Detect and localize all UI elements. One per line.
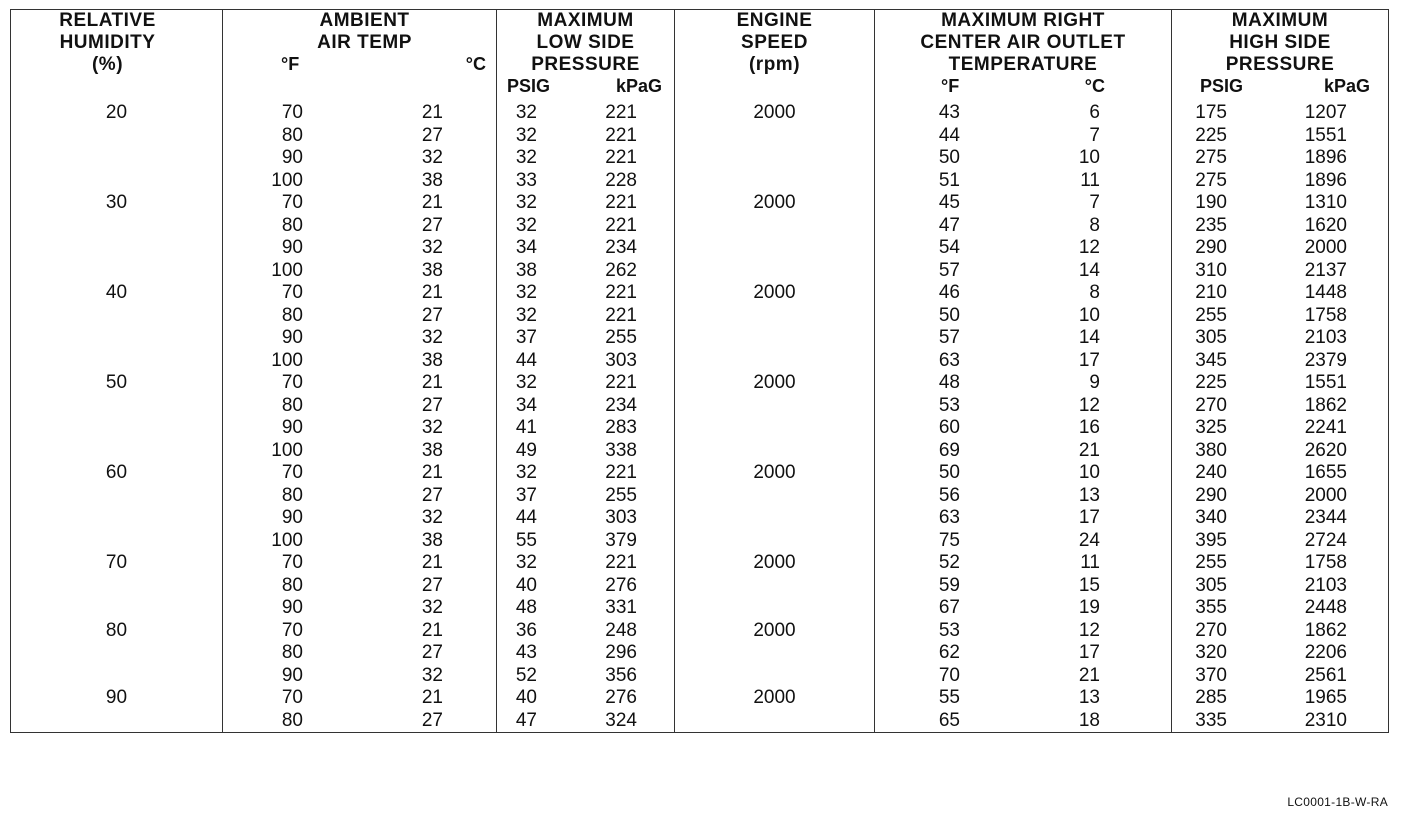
high-side-value: 1551	[1304, 372, 1347, 393]
high-side-cell	[1172, 282, 1389, 372]
low-side-value: 44	[515, 507, 537, 528]
humidity-group-row	[11, 192, 1389, 282]
outlet-value: 53	[938, 619, 960, 641]
outlet-value: 21	[1078, 439, 1100, 461]
low-side-value: 248	[605, 619, 637, 641]
ambient-value: 27	[421, 394, 443, 416]
outlet-value: 69	[938, 439, 960, 461]
ambient-value: 27	[421, 124, 443, 146]
outlet-value: 13	[1078, 484, 1100, 506]
ambient-value: 90	[281, 147, 303, 168]
outlet-value: 14	[1078, 259, 1100, 281]
low-side-cell	[497, 192, 675, 282]
high-side-value: 270	[1195, 394, 1227, 416]
high-side-value: 2103	[1304, 327, 1347, 348]
ambient-value: 21	[421, 687, 443, 708]
ambient-value: 21	[421, 192, 443, 213]
ambient-value: 21	[421, 372, 443, 393]
low-side-value: 52	[515, 664, 537, 686]
engine-speed-cell: 2000	[675, 372, 875, 462]
ambient-value: 90	[281, 237, 303, 258]
ambient-value: 100	[271, 259, 303, 281]
high-side-cell	[1172, 552, 1389, 620]
outlet-value: 53	[938, 394, 960, 416]
ambient-value: 70	[281, 687, 303, 708]
high-side-value: 345	[1195, 349, 1227, 371]
low-side-value: 338	[605, 439, 637, 461]
outlet-cell	[875, 372, 1172, 462]
outlet-value: 56	[938, 484, 960, 506]
ambient-value: 90	[281, 327, 303, 348]
performance-spec-table	[10, 9, 1389, 733]
ambient-value: 80	[281, 484, 303, 506]
high-side-value: 190	[1195, 192, 1227, 213]
outlet-value: 43	[938, 102, 960, 123]
ambient-value: 38	[421, 169, 443, 191]
ambient-value: 32	[421, 664, 443, 686]
ambient-value: 38	[421, 349, 443, 371]
high-side-value: 1758	[1304, 552, 1347, 573]
low-side-value: 43	[515, 642, 537, 663]
outlet-value: 17	[1078, 642, 1100, 663]
outlet-cell	[875, 102, 1172, 192]
humidity-cell: 20	[105, 102, 128, 123]
outlet-value: 75	[938, 529, 960, 551]
low-side-value: 32	[515, 372, 537, 393]
high-side-value: 2561	[1304, 664, 1347, 686]
low-side-value: 41	[515, 417, 537, 438]
ambient-value: 90	[281, 417, 303, 438]
ambient-value: 27	[421, 484, 443, 506]
low-side-value: 32	[515, 147, 537, 168]
low-side-value: 38	[515, 259, 537, 281]
humidity-group-row	[11, 102, 1389, 192]
low-side-value: 34	[515, 237, 537, 258]
low-side-cell	[497, 687, 675, 733]
high-side-value: 2379	[1304, 349, 1347, 371]
engine-speed-cell: 2000	[675, 192, 875, 282]
ambient-value: 70	[281, 372, 303, 393]
low-side-value: 255	[605, 327, 637, 348]
humidity-group-row	[11, 687, 1389, 733]
high-side-cell	[1172, 192, 1389, 282]
engine-speed-cell: 2000	[675, 462, 875, 552]
outlet-value: 65	[938, 709, 960, 731]
ambient-value: 70	[281, 552, 303, 573]
high-side-value: 1620	[1304, 214, 1347, 236]
low-side-value: 234	[605, 237, 637, 258]
low-side-cell	[497, 372, 675, 462]
high-side-value: 175	[1195, 102, 1227, 123]
low-side-value: 32	[515, 192, 537, 213]
high-side-value: 1965	[1304, 687, 1347, 708]
high-side-value: 1207	[1304, 102, 1347, 123]
ambient-value: 90	[281, 664, 303, 686]
humidity-cell: 60	[105, 462, 128, 483]
outlet-value: 46	[938, 282, 960, 303]
outlet-value: 51	[938, 169, 960, 191]
ambient-value: 100	[271, 349, 303, 371]
ambient-value: 32	[421, 237, 443, 258]
high-side-value: 380	[1195, 439, 1227, 461]
ambient-value: 21	[421, 552, 443, 573]
ambient-value: 27	[421, 642, 443, 663]
outlet-value: 17	[1078, 507, 1100, 528]
ambient-value: 80	[281, 214, 303, 236]
outlet-value: 50	[938, 462, 960, 483]
low-side-value: 276	[605, 687, 637, 708]
ambient-value: 38	[421, 529, 443, 551]
ambient-cell	[223, 462, 497, 552]
low-side-value: 234	[605, 394, 637, 416]
high-side-value: 255	[1195, 552, 1227, 573]
high-side-value: 270	[1195, 619, 1227, 641]
ambient-cell	[223, 687, 497, 733]
low-side-cell	[497, 620, 675, 688]
ambient-value: 21	[421, 619, 443, 641]
ambient-value: 38	[421, 259, 443, 281]
ambient-value: 90	[281, 507, 303, 528]
outlet-value: 8	[1089, 214, 1100, 236]
low-side-value: 221	[605, 147, 637, 168]
low-side-value: 228	[605, 169, 637, 191]
high-side-cell	[1172, 462, 1389, 552]
low-side-value: 221	[605, 552, 637, 573]
outlet-value: 52	[938, 552, 960, 573]
high-side-cell	[1172, 372, 1389, 462]
humidity-group-row	[11, 372, 1389, 462]
outlet-value: 12	[1078, 394, 1100, 416]
ambient-value: 100	[271, 529, 303, 551]
high-side-value: 210	[1195, 282, 1227, 303]
low-side-value: 221	[605, 192, 637, 213]
outlet-value: 54	[938, 237, 960, 258]
high-side-value: 370	[1195, 664, 1227, 686]
outlet-value: 10	[1078, 147, 1100, 168]
humidity-cell: 30	[105, 192, 128, 213]
low-side-value: 276	[605, 574, 637, 596]
low-side-value: 221	[605, 124, 637, 146]
low-side-value: 221	[605, 102, 637, 123]
high-side-value: 355	[1195, 597, 1227, 618]
humidity-cell: 40	[105, 282, 128, 303]
low-side-value: 47	[515, 709, 537, 731]
high-side-value: 1896	[1304, 147, 1347, 168]
ambient-value: 32	[421, 417, 443, 438]
high-side-value: 2448	[1304, 597, 1347, 618]
outlet-cell	[875, 687, 1172, 733]
ambient-cell	[223, 102, 497, 192]
outlet-value: 45	[938, 192, 960, 213]
high-side-value: 255	[1195, 304, 1227, 326]
ambient-value: 27	[421, 214, 443, 236]
ambient-value: 80	[281, 124, 303, 146]
header-outlet: MAXIMUM RIGHT CENTER AIR OUTLET TEMPERATURE °F °C	[875, 10, 1172, 103]
low-side-value: 55	[515, 529, 537, 551]
outlet-value: 12	[1078, 619, 1100, 641]
high-side-value: 2344	[1304, 507, 1347, 528]
high-side-value: 2310	[1304, 709, 1347, 731]
outlet-value: 60	[938, 417, 960, 438]
outlet-value: 17	[1078, 349, 1100, 371]
outlet-value: 47	[938, 214, 960, 236]
low-side-value: 283	[605, 417, 637, 438]
header-ambient: AMBIENT AIR TEMP °F °C	[223, 10, 497, 103]
ambient-value: 32	[421, 597, 443, 618]
outlet-value: 55	[938, 687, 960, 708]
ambient-cell	[223, 282, 497, 372]
high-side-cell	[1172, 687, 1389, 733]
high-side-value: 1448	[1304, 282, 1347, 303]
high-side-value: 275	[1195, 147, 1227, 168]
high-side-value: 1310	[1304, 192, 1347, 213]
high-side-value: 2241	[1304, 417, 1347, 438]
outlet-value: 9	[1089, 372, 1100, 393]
high-side-value: 1862	[1304, 619, 1347, 641]
low-side-value: 32	[515, 462, 537, 483]
low-side-cell	[497, 552, 675, 620]
high-side-value: 2137	[1304, 259, 1347, 281]
outlet-value: 10	[1078, 462, 1100, 483]
engine-speed-cell: 2000	[675, 102, 875, 192]
outlet-value: 8	[1089, 282, 1100, 303]
high-side-value: 340	[1195, 507, 1227, 528]
outlet-value: 59	[938, 574, 960, 596]
high-side-cell	[1172, 102, 1389, 192]
outlet-value: 57	[938, 327, 960, 348]
low-side-value: 33	[515, 169, 537, 191]
ambient-value: 32	[421, 327, 443, 348]
low-side-value: 36	[515, 619, 537, 641]
humidity-cell: 90	[105, 687, 128, 708]
high-side-value: 225	[1195, 372, 1227, 393]
outlet-value: 62	[938, 642, 960, 663]
humidity-group-row	[11, 282, 1389, 372]
low-side-value: 32	[515, 214, 537, 236]
low-side-value: 221	[605, 214, 637, 236]
high-side-value: 290	[1195, 484, 1227, 506]
low-side-value: 49	[515, 439, 537, 461]
outlet-cell	[875, 282, 1172, 372]
low-side-value: 303	[605, 349, 637, 371]
outlet-value: 11	[1080, 552, 1100, 573]
humidity-cell: 70	[105, 552, 128, 573]
high-side-value: 1655	[1304, 462, 1347, 483]
low-side-value: 40	[515, 574, 537, 596]
outlet-value: 14	[1078, 327, 1100, 348]
outlet-value: 7	[1089, 192, 1100, 213]
low-side-cell	[497, 462, 675, 552]
ambient-value: 38	[421, 439, 443, 461]
ambient-value: 21	[421, 282, 443, 303]
outlet-value: 67	[938, 597, 960, 618]
humidity-cell: 50	[105, 372, 128, 393]
low-side-value: 221	[605, 462, 637, 483]
engine-speed-cell: 2000	[675, 282, 875, 372]
outlet-value: 15	[1078, 574, 1100, 596]
ambient-value: 80	[281, 574, 303, 596]
outlet-value: 11	[1080, 169, 1100, 191]
outlet-value: 24	[1078, 529, 1100, 551]
high-side-value: 2620	[1304, 439, 1347, 461]
ambient-value: 27	[421, 574, 443, 596]
outlet-value: 50	[938, 147, 960, 168]
low-side-value: 40	[515, 687, 537, 708]
low-side-value: 32	[515, 124, 537, 146]
ambient-value: 90	[281, 597, 303, 618]
low-side-value: 48	[515, 597, 537, 618]
outlet-value: 19	[1078, 597, 1100, 618]
outlet-value: 12	[1078, 237, 1100, 258]
header-row	[11, 10, 1389, 103]
ambient-cell	[223, 552, 497, 620]
ambient-value: 32	[421, 147, 443, 168]
high-side-value: 225	[1195, 124, 1227, 146]
ambient-value: 80	[281, 304, 303, 326]
high-side-value: 395	[1195, 529, 1227, 551]
low-side-value: 37	[515, 484, 537, 506]
outlet-value: 50	[938, 304, 960, 326]
low-side-value: 221	[605, 282, 637, 303]
outlet-value: 57	[938, 259, 960, 281]
header-high-side: MAXIMUM HIGH SIDE PRESSURE PSIG kPaG	[1172, 10, 1389, 103]
ambient-value: 70	[281, 282, 303, 303]
high-side-value: 320	[1195, 642, 1227, 663]
outlet-value: 21	[1078, 664, 1100, 686]
outlet-value: 7	[1089, 124, 1100, 146]
ambient-value: 80	[281, 394, 303, 416]
high-side-value: 1862	[1304, 394, 1347, 416]
header-low-side: MAXIMUM LOW SIDE PRESSURE PSIG kPaG	[497, 10, 675, 103]
ambient-value: 70	[281, 462, 303, 483]
high-side-value: 2724	[1304, 529, 1347, 551]
low-side-value: 44	[515, 349, 537, 371]
ambient-value: 70	[281, 619, 303, 641]
high-side-value: 325	[1195, 417, 1227, 438]
high-side-value: 2206	[1304, 642, 1347, 663]
outlet-value: 48	[938, 372, 960, 393]
high-side-value: 305	[1195, 574, 1227, 596]
outlet-cell	[875, 620, 1172, 688]
outlet-cell	[875, 462, 1172, 552]
low-side-value: 37	[515, 327, 537, 348]
low-side-value: 32	[515, 552, 537, 573]
low-side-value: 324	[605, 709, 637, 731]
outlet-value: 63	[938, 507, 960, 528]
ambient-value: 100	[271, 439, 303, 461]
ambient-value: 70	[281, 102, 303, 123]
high-side-value: 1896	[1304, 169, 1347, 191]
engine-speed-cell: 2000	[675, 552, 875, 620]
low-side-value: 303	[605, 507, 637, 528]
header-engine: ENGINE SPEED (rpm)	[675, 10, 875, 103]
humidity-group-row	[11, 552, 1389, 620]
engine-speed-cell: 2000	[675, 620, 875, 688]
outlet-cell	[875, 552, 1172, 620]
high-side-value: 275	[1195, 169, 1227, 191]
low-side-value: 296	[605, 642, 637, 663]
high-side-value: 2000	[1304, 484, 1347, 506]
low-side-cell	[497, 282, 675, 372]
ambient-value: 21	[421, 102, 443, 123]
low-side-value: 255	[605, 484, 637, 506]
low-side-value: 331	[605, 597, 637, 618]
ambient-value: 80	[281, 642, 303, 663]
low-side-cell	[497, 102, 675, 192]
outlet-cell	[875, 192, 1172, 282]
humidity-cell: 80	[105, 619, 128, 641]
outlet-value: 13	[1078, 687, 1100, 708]
ambient-value: 80	[281, 709, 303, 731]
high-side-value: 2103	[1304, 574, 1347, 596]
ambient-value: 70	[281, 192, 303, 213]
figure-code: LC0001-1B-W-RA	[1287, 795, 1388, 809]
outlet-value: 16	[1078, 417, 1100, 438]
low-side-value: 32	[515, 282, 537, 303]
engine-speed-cell: 2000	[675, 687, 875, 733]
high-side-value: 2000	[1304, 237, 1347, 258]
high-side-value: 235	[1195, 214, 1227, 236]
high-side-value: 1551	[1304, 124, 1347, 146]
low-side-value: 262	[605, 259, 637, 281]
outlet-value: 44	[938, 124, 960, 146]
humidity-group-row	[11, 462, 1389, 552]
ambient-value: 32	[421, 507, 443, 528]
ambient-value: 27	[421, 304, 443, 326]
outlet-value: 18	[1078, 709, 1100, 731]
low-side-value: 379	[605, 529, 637, 551]
high-side-value: 240	[1195, 462, 1227, 483]
header-humidity: RELATIVE HUMIDITY (%)	[59, 10, 156, 75]
low-side-value: 356	[605, 664, 637, 686]
ambient-cell	[223, 620, 497, 688]
low-side-value: 221	[605, 304, 637, 326]
high-side-value: 1758	[1304, 304, 1347, 326]
ambient-value: 27	[421, 709, 443, 731]
ambient-cell	[223, 372, 497, 462]
high-side-value: 290	[1195, 237, 1227, 258]
humidity-group-row	[11, 620, 1389, 688]
outlet-value: 70	[938, 664, 960, 686]
low-side-value: 221	[605, 372, 637, 393]
ambient-cell	[223, 192, 497, 282]
outlet-value: 63	[938, 349, 960, 371]
high-side-value: 305	[1195, 327, 1227, 348]
low-side-value: 34	[515, 394, 537, 416]
high-side-value: 285	[1195, 687, 1227, 708]
low-side-value: 32	[515, 304, 537, 326]
outlet-value: 6	[1089, 102, 1100, 123]
low-side-value: 32	[515, 102, 537, 123]
high-side-cell	[1172, 620, 1389, 688]
high-side-value: 335	[1195, 709, 1227, 731]
outlet-value: 10	[1078, 304, 1100, 326]
ambient-value: 100	[271, 169, 303, 191]
high-side-value: 310	[1195, 259, 1227, 281]
ambient-value: 21	[421, 462, 443, 483]
